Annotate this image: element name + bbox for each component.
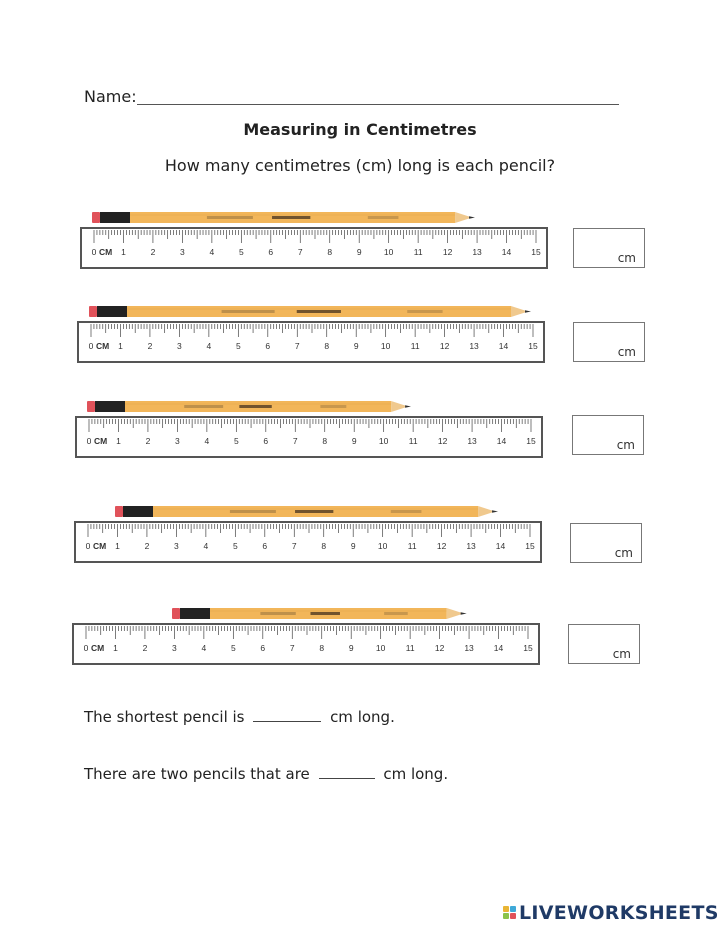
svg-text:1: 1: [116, 436, 121, 446]
svg-text:11: 11: [410, 341, 420, 351]
pencil-3: [87, 400, 411, 413]
svg-text:4: 4: [203, 541, 209, 551]
ruler-1: [80, 227, 548, 269]
svg-text:5: 5: [233, 436, 239, 446]
unit-label: cm: [617, 345, 636, 359]
unit-label: cm: [617, 251, 636, 265]
svg-text:4: 4: [201, 643, 207, 653]
svg-text:15: 15: [531, 247, 541, 257]
svg-text:2: 2: [147, 341, 153, 351]
pencil-1: [92, 211, 475, 224]
svg-text:3: 3: [180, 247, 185, 257]
svg-text:2: 2: [145, 436, 151, 446]
svg-text:12: 12: [442, 247, 453, 257]
svg-text:11: 11: [407, 541, 417, 551]
svg-text:11: 11: [413, 247, 423, 257]
svg-text:15: 15: [528, 341, 538, 351]
svg-text:14: 14: [501, 247, 512, 257]
svg-text:7: 7: [289, 643, 295, 653]
svg-text:0: 0: [86, 436, 92, 446]
svg-text:1: 1: [121, 247, 126, 257]
pencil-4: [115, 505, 498, 518]
answer-box-2[interactable]: [573, 322, 645, 362]
question-two-pencils: [84, 765, 448, 783]
svg-text:10: 10: [380, 341, 391, 351]
svg-text:10: 10: [378, 436, 389, 446]
svg-text:3: 3: [175, 436, 180, 446]
svg-text:14: 14: [493, 643, 504, 653]
svg-text:13: 13: [464, 643, 474, 653]
question-shortest: [84, 708, 395, 726]
svg-text:5: 5: [232, 541, 238, 551]
svg-text:0: 0: [91, 247, 97, 257]
svg-text:12: 12: [436, 541, 447, 551]
question-text: cm long.: [383, 765, 449, 783]
svg-text:1: 1: [113, 643, 118, 653]
svg-text:10: 10: [383, 247, 394, 257]
svg-text:1: 1: [115, 541, 120, 551]
svg-text:5: 5: [235, 341, 241, 351]
svg-text:15: 15: [525, 541, 535, 551]
question-text: The shortest pencil is: [84, 708, 245, 726]
unit-label: cm: [612, 647, 631, 661]
ruler-scale-icon: [82, 229, 550, 271]
svg-text:13: 13: [472, 247, 482, 257]
answer-box-1[interactable]: [573, 228, 645, 268]
answer-box-3[interactable]: [572, 415, 644, 455]
logo-squares-icon: [503, 906, 517, 920]
question-text: cm long.: [330, 708, 395, 726]
name-label: Name:: [84, 87, 137, 106]
svg-text:3: 3: [174, 541, 179, 551]
svg-text:7: 7: [294, 341, 300, 351]
answer-blank-shortest[interactable]: [253, 720, 321, 722]
unit-label: cm: [616, 438, 635, 452]
svg-text:1: 1: [118, 341, 123, 351]
svg-text:15: 15: [523, 643, 533, 653]
svg-text:CM: CM: [93, 541, 107, 551]
svg-text:11: 11: [405, 643, 415, 653]
svg-text:2: 2: [150, 247, 156, 257]
svg-text:5: 5: [230, 643, 236, 653]
ruler-scale-icon: [79, 323, 547, 365]
svg-text:9: 9: [353, 341, 359, 351]
ruler-5: [72, 623, 540, 665]
svg-text:3: 3: [172, 643, 177, 653]
svg-text:6: 6: [265, 341, 271, 351]
svg-text:4: 4: [209, 247, 215, 257]
svg-text:13: 13: [466, 541, 476, 551]
pencil-icon: [115, 505, 498, 518]
svg-text:6: 6: [262, 541, 268, 551]
svg-text:13: 13: [469, 341, 479, 351]
svg-text:4: 4: [206, 341, 212, 351]
svg-text:9: 9: [351, 436, 357, 446]
svg-text:14: 14: [498, 341, 509, 351]
instruction: How many centimetres (cm) long is each pencil?: [164, 156, 556, 175]
answer-box-5[interactable]: [568, 624, 640, 664]
brand-text: LIVEWORKSHEETS: [519, 902, 719, 924]
svg-text:8: 8: [321, 541, 327, 551]
svg-text:8: 8: [327, 247, 333, 257]
svg-text:12: 12: [439, 341, 450, 351]
svg-text:4: 4: [204, 436, 210, 446]
pencil-icon: [92, 211, 475, 224]
ruler-scale-icon: [76, 523, 544, 565]
svg-text:5: 5: [238, 247, 244, 257]
svg-text:8: 8: [319, 643, 325, 653]
answer-blank-two-pencils[interactable]: [319, 777, 375, 779]
svg-text:10: 10: [375, 643, 386, 653]
svg-text:11: 11: [408, 436, 418, 446]
unit-label: cm: [614, 546, 633, 560]
svg-text:CM: CM: [99, 247, 113, 257]
svg-text:7: 7: [297, 247, 303, 257]
pencil-icon: [87, 400, 411, 413]
svg-text:6: 6: [268, 247, 274, 257]
name-input-line[interactable]: [137, 104, 619, 105]
svg-text:9: 9: [348, 643, 354, 653]
svg-text:0: 0: [88, 341, 94, 351]
svg-text:CM: CM: [91, 643, 105, 653]
svg-text:9: 9: [356, 247, 362, 257]
svg-text:9: 9: [350, 541, 356, 551]
svg-text:15: 15: [526, 436, 536, 446]
svg-text:14: 14: [495, 541, 506, 551]
svg-text:13: 13: [467, 436, 477, 446]
answer-box-4[interactable]: [570, 523, 642, 563]
question-text: There are two pencils that are: [84, 765, 310, 783]
svg-text:14: 14: [496, 436, 507, 446]
pencil-5: [172, 607, 467, 620]
svg-text:7: 7: [292, 436, 298, 446]
ruler-scale-icon: [74, 625, 542, 667]
svg-text:2: 2: [142, 643, 148, 653]
svg-text:12: 12: [434, 643, 445, 653]
svg-text:6: 6: [263, 436, 269, 446]
svg-text:0: 0: [83, 643, 89, 653]
ruler-2: [77, 321, 545, 363]
svg-text:10: 10: [377, 541, 388, 551]
svg-text:8: 8: [322, 436, 328, 446]
svg-text:8: 8: [324, 341, 330, 351]
svg-text:0: 0: [85, 541, 91, 551]
svg-text:CM: CM: [96, 341, 110, 351]
ruler-scale-icon: [77, 418, 545, 460]
pencil-icon: [172, 607, 467, 620]
svg-text:6: 6: [260, 643, 266, 653]
liveworksheets-logo: [503, 902, 719, 924]
svg-text:2: 2: [144, 541, 150, 551]
pencil-icon: [89, 305, 531, 318]
page-title: Measuring in Centimetres: [243, 120, 477, 139]
svg-text:3: 3: [177, 341, 182, 351]
pencil-2: [89, 305, 531, 318]
svg-text:7: 7: [291, 541, 297, 551]
ruler-4: [74, 521, 542, 563]
svg-text:CM: CM: [94, 436, 108, 446]
svg-text:12: 12: [437, 436, 448, 446]
ruler-3: [75, 416, 543, 458]
